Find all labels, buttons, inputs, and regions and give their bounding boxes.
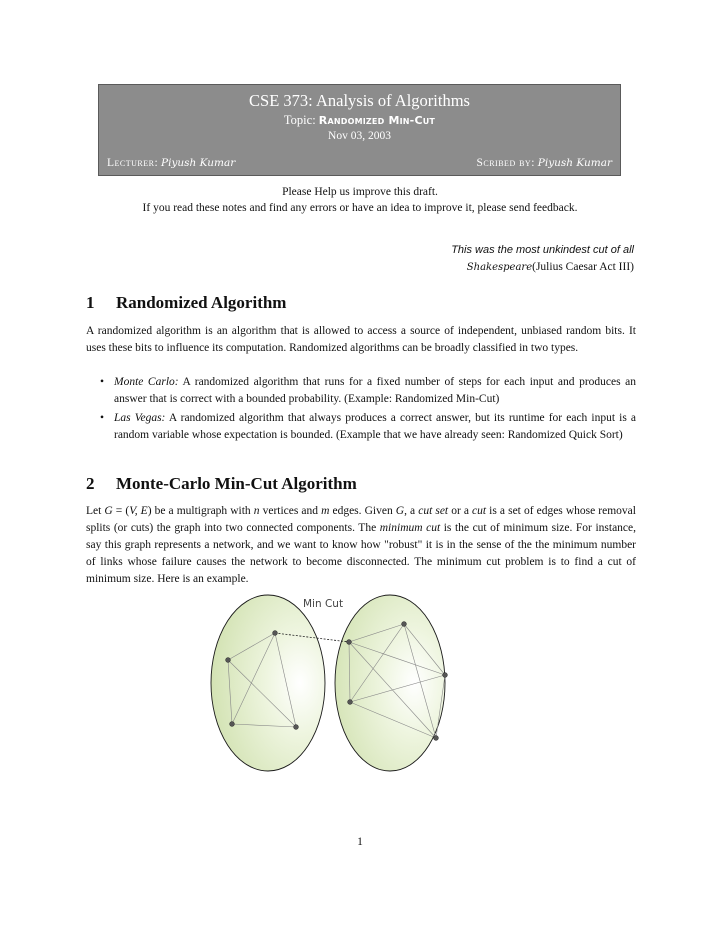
section-2-title: Monte-Carlo Min-Cut Algorithm xyxy=(116,474,357,493)
course-title: CSE 373: Analysis of Algorithms xyxy=(249,91,470,110)
epigraph-source: (Julius Caesar Act III) xyxy=(532,261,634,273)
topic-prefix: Topic: xyxy=(283,113,316,127)
section-2-number: 2 xyxy=(86,474,95,493)
bullet-body: A randomized algorithm that runs for a fixed number of steps for each input and produces an answer that is correct with a bounded probability. (Example: Randomized Min-Cut) xyxy=(114,376,636,405)
epigraph-attribution xyxy=(467,261,634,273)
help-line-2: If you read these notes and find any errors or have an idea to improve it, please send feedback. xyxy=(142,202,578,214)
bullet-monte-carlo xyxy=(100,374,636,408)
lecture-date: Nov 03, 2003 xyxy=(328,130,391,142)
section-1-heading xyxy=(86,293,286,313)
lecturer-label: Lecturer: xyxy=(107,157,159,169)
scribe-label: Scribed by: xyxy=(476,157,535,169)
section-1-title: Randomized Algorithm xyxy=(116,293,287,312)
section-2-heading xyxy=(86,474,357,494)
header-box xyxy=(98,84,621,176)
epigraph-quote: This was the most unkindest cut of all xyxy=(451,244,634,256)
left-component xyxy=(211,595,325,771)
bullet-term: Monte Carlo: xyxy=(114,376,179,388)
scribe-line xyxy=(476,157,612,169)
topic-line xyxy=(99,113,620,128)
section-2-body: Let G = (V, E) be a multigraph with n vertices and m edges. Given G, a cut set or a cut is a set of edges whose removal splits (or cuts) the graph into two connected components. The minimum cut is the cut of minimum size. For instance, say this graph represents a network, and we want to know how "robust" it is in the sense of the the minimum number of links whose failure causes the network to become disconnected. The minimum cut problem is to find a cut of minimum size. Here is an example. xyxy=(86,505,637,585)
lecturer-line xyxy=(107,157,235,169)
bullet-las-vegas xyxy=(100,410,636,444)
bullet-text xyxy=(114,410,636,444)
min-cut-figure xyxy=(200,590,490,780)
epigraph-author: Shakespeare xyxy=(466,262,533,273)
page-number: 1 xyxy=(357,836,363,848)
scribe-name: Piyush Kumar xyxy=(537,157,612,169)
lecturer-name: Piyush Kumar xyxy=(161,157,236,169)
bullet-text xyxy=(114,374,636,408)
help-line-1: Please Help us improve this draft. xyxy=(282,186,438,198)
right-component xyxy=(335,595,445,771)
figure-label: Min Cut xyxy=(303,598,344,610)
bullet-term: Las Vegas: xyxy=(114,412,166,424)
bullet-body: A randomized algorithm that always produces a correct answer, but its runtime for each input is a random variable whose expectation is bounded. (Example that we have already seen: Randomized Quick Sort) xyxy=(114,412,637,441)
bullet-icon: • xyxy=(100,376,105,388)
section-1-number: 1 xyxy=(86,293,95,312)
section-1-intro: A randomized algorithm is an algorithm that is allowed to access a source of independent, unbiased random bits. It uses these bits to influence its computation. Randomized algorithms can be broadly classified in two types. xyxy=(86,325,636,354)
topic-name: Randomized Min-Cut xyxy=(318,114,436,127)
bullet-icon: • xyxy=(100,412,105,424)
